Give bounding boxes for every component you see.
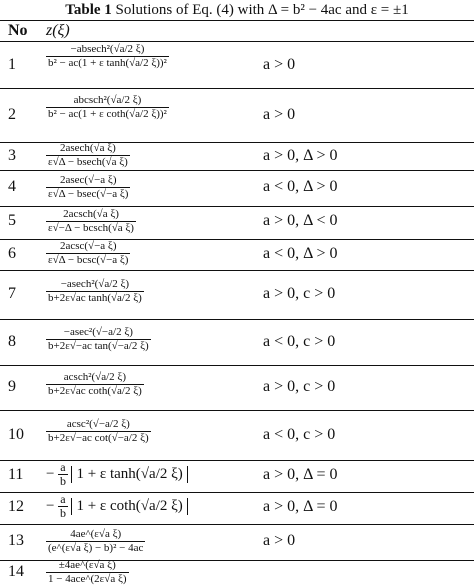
row-number: 6 [8, 245, 16, 262]
solution-formula [46, 418, 151, 445]
formula-numerator: −absech²(√a/2 ξ) [70, 43, 145, 55]
formula-denominator: (e^(ε√a ξ) − b)² − 4ac [48, 542, 144, 554]
table-row [0, 319, 474, 365]
condition: a > 0, c > 0 [263, 285, 336, 302]
solution-formula [46, 174, 130, 201]
formula-denominator: ε√Δ − bcsc(√−a ξ) [48, 254, 129, 266]
row-number: 11 [8, 466, 24, 483]
table-row [0, 170, 474, 206]
table-row [0, 41, 474, 88]
formula-numerator: −asec²(√−a/2 ξ) [63, 326, 133, 338]
row-number: 12 [8, 498, 24, 515]
formula-numerator: abcsch²(√a/2 ξ) [73, 94, 142, 106]
table-row [0, 365, 474, 410]
condition: a > 0, Δ = 0 [263, 498, 338, 515]
table-row [0, 524, 474, 560]
formula-numerator: 4ae^(ε√a ξ) [70, 528, 122, 540]
table-row [0, 142, 474, 170]
row-number: 1 [8, 56, 16, 73]
formula-denominator: b [59, 506, 66, 520]
bracket-expression: 1 + ε coth(√a/2 ξ) [71, 498, 187, 515]
condition: a > 0 [263, 56, 296, 73]
formula-numerator: 2acsch(√a ξ) [63, 208, 119, 220]
formula-denominator: ε√−Δ − bcsch(√a ξ) [48, 222, 134, 234]
solution-formula: − $\frac{a}{b}$ 1 + ε tanh(√a/2 ξ) [46, 461, 188, 488]
top-rule [0, 20, 474, 21]
formula-denominator: b+2ε√ac coth(√a/2 ξ) [48, 385, 142, 397]
formula-numerator: −asech²(√a/2 ξ) [60, 278, 130, 290]
condition: a > 0 [263, 532, 296, 549]
solution-formula: − $\frac{a}{b}$ 1 + ε coth(√a/2 ξ) [46, 493, 188, 520]
formula-numerator: a [60, 460, 66, 474]
formula-denominator: ε√Δ − bsec(√−a ξ) [48, 188, 129, 200]
solution-formula [46, 43, 169, 70]
table-caption-text: Solutions of Eq. (4) with Δ = b² − 4ac and ε = ±1 [115, 2, 409, 18]
row-number: 13 [8, 532, 24, 549]
table-row [0, 239, 474, 270]
row-number: 14 [8, 563, 24, 580]
row-number: 8 [8, 333, 16, 350]
table-row [0, 492, 474, 524]
row-number: 10 [8, 426, 24, 443]
condition: a > 0, Δ > 0 [263, 147, 338, 164]
formula-denominator: b+2ε√−ac tan(√−a/2 ξ) [48, 340, 149, 352]
solution-formula [46, 371, 144, 398]
table-caption-label: Table 1 [65, 2, 112, 18]
solution-formula [46, 559, 129, 586]
solution-formula [46, 326, 151, 353]
condition: a > 0, c > 0 [263, 378, 336, 395]
table-row [0, 88, 474, 142]
solution-formula [46, 142, 130, 169]
formula-denominator: b² − ac(1 + ε tanh(√a/2 ξ))² [48, 57, 167, 69]
row-number: 9 [8, 378, 16, 395]
header-row [0, 22, 474, 40]
header-z: z(ξ) [46, 22, 70, 39]
formula-denominator: b² − ac(1 + ε coth(√a/2 ξ))² [48, 108, 167, 120]
solution-formula [46, 240, 130, 267]
row-number: 3 [8, 147, 16, 164]
condition: a > 0, Δ < 0 [263, 212, 338, 229]
table-row [0, 270, 474, 319]
solution-formula [46, 528, 145, 555]
formula-denominator: b+2ε√ac tanh(√a/2 ξ) [48, 292, 142, 304]
condition: a < 0, c > 0 [263, 426, 336, 443]
formula-denominator: 1 − 4ace^(2ε√a ξ) [48, 573, 127, 585]
condition: a < 0, Δ > 0 [263, 245, 338, 262]
row-number: 7 [8, 285, 16, 302]
row-number: 4 [8, 178, 16, 195]
row-number: 2 [8, 106, 16, 123]
header-no: No [8, 22, 28, 39]
formula-numerator: a [60, 492, 66, 506]
condition: a > 0 [263, 106, 296, 123]
condition: a < 0, Δ > 0 [263, 178, 338, 195]
solution-formula [46, 278, 144, 305]
formula-numerator: acsc²(√−a/2 ξ) [66, 418, 130, 430]
formula-numerator: 2acsc(√−a ξ) [59, 240, 117, 252]
formula-numerator: 2asec(√−a ξ) [59, 174, 117, 186]
solution-formula [46, 208, 136, 235]
formula-numerator: 2asech(√a ξ) [59, 142, 116, 154]
formula-denominator: b [59, 474, 66, 488]
table-row [0, 410, 474, 460]
formula-numerator: acsch²(√a/2 ξ) [63, 371, 126, 383]
formula-denominator: b+2ε√−ac cot(√−a/2 ξ) [48, 432, 149, 444]
condition: a < 0, c > 0 [263, 333, 336, 350]
table-row [0, 460, 474, 492]
formula-numerator: ±4ae^(ε√a ξ) [58, 559, 116, 571]
table-row [0, 560, 474, 585]
table-row [0, 206, 474, 239]
bracket-expression: 1 + ε tanh(√a/2 ξ) [71, 466, 187, 483]
table-caption [0, 0, 474, 20]
condition: a > 0, Δ = 0 [263, 466, 338, 483]
formula-denominator: ε√Δ − bsech(√a ξ) [48, 156, 128, 168]
solution-formula [46, 94, 169, 121]
row-number: 5 [8, 212, 16, 229]
